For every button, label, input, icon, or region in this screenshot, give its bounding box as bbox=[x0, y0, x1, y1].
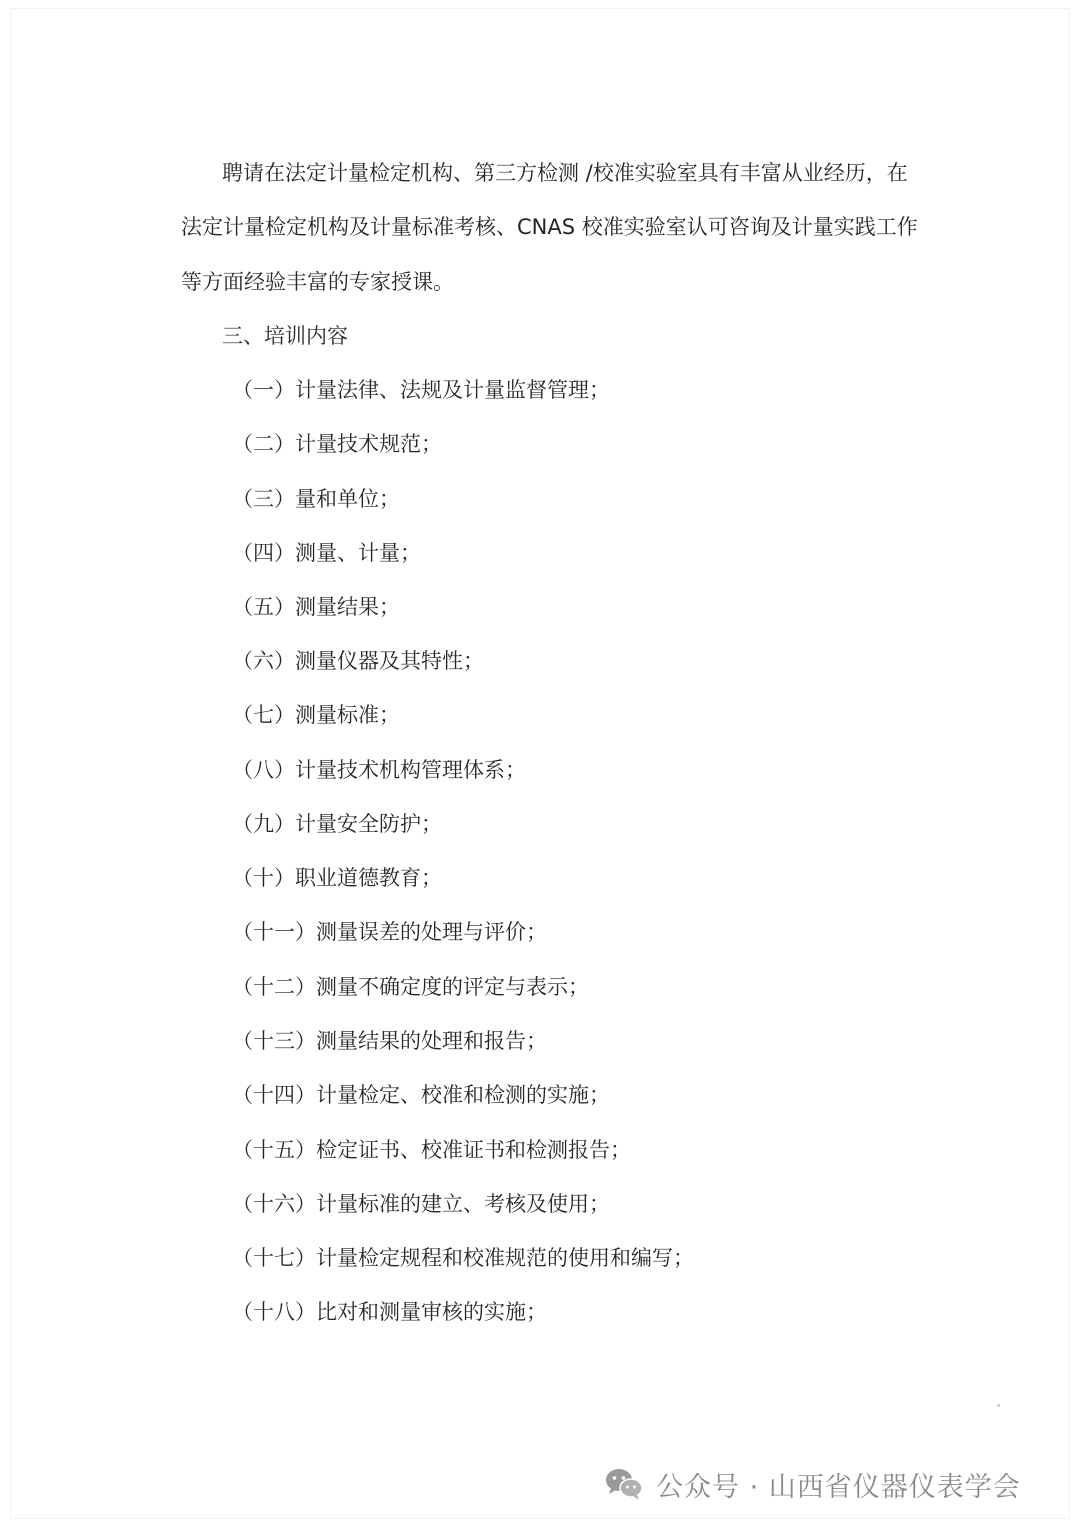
list-item: （五）测量结果； bbox=[232, 595, 400, 619]
list-item: （十八）比对和测量审核的实施； bbox=[232, 1300, 547, 1324]
list-item: （七）测量标准； bbox=[232, 703, 400, 727]
account-watermark bbox=[604, 1462, 1021, 1506]
intro-line-2: 法定计量检定机构及计量标准考核、CNAS 校准实验室认可咨询及计量实践工作 bbox=[181, 215, 918, 239]
list-item: （四）测量、计量； bbox=[232, 541, 421, 565]
wechat-icon bbox=[604, 1466, 644, 1502]
list-item: （十四）计量检定、校准和检测的实施； bbox=[232, 1083, 610, 1107]
watermark-text: 公众号 · 山西省仪器仪表学会 bbox=[656, 1471, 1021, 1503]
list-item: （十七）计量检定规程和校准规范的使用和编写； bbox=[232, 1246, 694, 1270]
intro-line-1: 聘请在法定计量检定机构、第三方检测 /校准实验室具有丰富从业经历，在 bbox=[222, 161, 908, 185]
list-item: （十五）检定证书、校准证书和检测报告； bbox=[232, 1138, 631, 1162]
list-item: （十六）计量标准的建立、考核及使用； bbox=[232, 1192, 610, 1216]
list-item: （八）计量技术机构管理体系； bbox=[232, 758, 526, 782]
section-heading: 三、培训内容 bbox=[222, 324, 348, 348]
list-item: （十二）测量不确定度的评定与表示； bbox=[232, 975, 589, 999]
list-item: （二）计量技术规范； bbox=[232, 432, 442, 456]
list-item: （三）量和单位； bbox=[232, 487, 400, 511]
list-item: （一）计量法律、法规及计量监督管理； bbox=[232, 378, 610, 402]
list-item: （九）计量安全防护； bbox=[232, 812, 442, 836]
list-item: （十）职业道德教育； bbox=[232, 866, 442, 890]
intro-line-3: 等方面经验丰富的专家授课。 bbox=[181, 270, 454, 294]
list-item: （六）测量仪器及其特性； bbox=[232, 649, 484, 673]
scan-speck bbox=[997, 1404, 1000, 1407]
list-item: （十一）测量误差的处理与评价； bbox=[232, 920, 547, 944]
list-item: （十三）测量结果的处理和报告； bbox=[232, 1029, 547, 1053]
